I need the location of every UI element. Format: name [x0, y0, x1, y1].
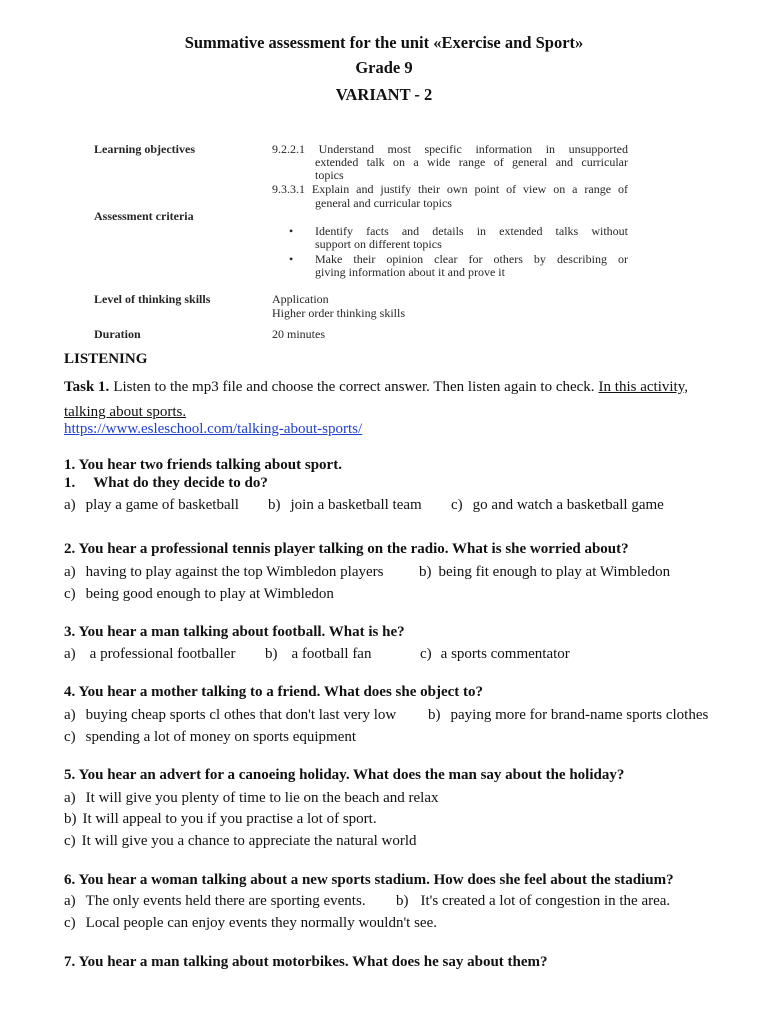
- question-prompt: 1. You hear two friends talking about sport.: [64, 457, 342, 473]
- question-prompt: 2. You hear a professional tennis player talking on the radio. What is she worried about?: [64, 541, 629, 557]
- bullet-icon: •: [289, 224, 294, 238]
- document-title: Summative assessment for the unit «Exercise and Sport»: [184, 33, 584, 52]
- task-text: Listen to the mp3 file and choose the correct answer. Then listen again to check.: [113, 379, 595, 395]
- option-text: Local people can enjoy events they normally wouldn't see.: [85, 915, 437, 931]
- option-letter: b): [419, 564, 432, 580]
- task-instructions: [64, 378, 688, 396]
- option-letter: b): [64, 811, 77, 827]
- option-text: a professional footballer: [89, 646, 236, 662]
- option-a[interactable]: [64, 706, 396, 724]
- task-label: Task 1.: [64, 379, 110, 395]
- option-b[interactable]: [268, 496, 422, 514]
- option-letter: c): [64, 586, 76, 602]
- learning-objectives-label: Learning objectives: [94, 142, 195, 156]
- option-letter: a): [64, 707, 76, 723]
- option-letter: b): [265, 646, 278, 662]
- subprompt-number: 1.: [64, 475, 76, 491]
- objective-text: Explain and justify their own point of view on a range of: [311, 182, 628, 196]
- option-c[interactable]: [64, 914, 437, 932]
- objective-text: general and curricular topics: [315, 196, 452, 210]
- option-text: paying more for brand-name sports clothes: [450, 707, 709, 723]
- option-a[interactable]: [64, 496, 239, 514]
- option-b[interactable]: [428, 706, 708, 724]
- option-text: It will give you plenty of time to lie on the beach and relax: [85, 790, 439, 806]
- criteria-text: giving information about it and prove it: [315, 265, 505, 279]
- option-c[interactable]: [64, 585, 334, 603]
- option-b[interactable]: [265, 645, 371, 663]
- option-letter: c): [451, 497, 463, 513]
- option-text: buying cheap sports cl othes that don't last very low: [85, 707, 397, 723]
- option-letter: a): [64, 646, 76, 662]
- variant-label: VARIANT - 2: [335, 85, 433, 104]
- option-text: It will give you a chance to appreciate the natural world: [81, 833, 417, 849]
- subprompt-text: What do they decide to do?: [93, 475, 268, 491]
- bullet-icon: •: [289, 252, 294, 266]
- option-a[interactable]: [64, 789, 438, 807]
- objective-code: 9.3.3.1: [272, 182, 305, 196]
- resource-link[interactable]: https://www.esleschool.com/talking-about-sports/: [64, 421, 363, 437]
- task-note-continued: talking about sports.: [64, 404, 187, 420]
- objective-code: 9.2.2.1: [272, 142, 305, 156]
- thinking-skills-value: Application: [272, 292, 329, 306]
- option-b[interactable]: [396, 892, 670, 910]
- thinking-skills-label: Level of thinking skills: [94, 292, 211, 306]
- question-subprompt: [64, 474, 268, 492]
- question-prompt: 4. You hear a mother talking to a friend. What does she object to?: [64, 684, 484, 700]
- thinking-skills-value: Higher order thinking skills: [272, 306, 405, 320]
- option-letter: a): [64, 497, 76, 513]
- option-text: being fit enough to play at Wimbledon: [438, 564, 671, 580]
- objective-text: topics: [315, 168, 344, 182]
- section-heading-listening: LISTENING: [64, 351, 148, 367]
- option-text: It's created a lot of congestion in the area.: [420, 893, 671, 909]
- question-prompt: 6. You hear a woman talking about a new sports stadium. How does she feel about the stadium?: [64, 872, 674, 888]
- question-prompt: 7. You hear a man talking about motorbikes. What does he say about them?: [64, 954, 548, 970]
- objective-text: Understand most specific information in unsupported: [318, 142, 628, 156]
- option-text: a sports commentator: [440, 646, 570, 662]
- option-letter: c): [64, 833, 76, 849]
- criteria-text: Make their opinion clear for others by describing or: [315, 252, 628, 266]
- option-text: being good enough to play at Wimbledon: [85, 586, 334, 602]
- criteria-text: Identify facts and details in extended talks without: [315, 224, 628, 238]
- option-c[interactable]: [64, 728, 356, 746]
- option-letter: a): [64, 790, 76, 806]
- option-c[interactable]: [451, 496, 664, 514]
- task-note: In this activity,: [598, 379, 688, 395]
- option-c[interactable]: [64, 832, 417, 850]
- option-letter: b): [428, 707, 441, 723]
- option-text: The only events held there are sporting events.: [85, 893, 366, 909]
- option-text: play a game of basketball: [85, 497, 239, 513]
- option-letter: b): [396, 893, 409, 909]
- question-prompt: 5. You hear an advert for a canoeing holiday. What does the man say about the holiday?: [64, 767, 625, 783]
- option-letter: c): [64, 729, 76, 745]
- option-letter: a): [64, 893, 76, 909]
- option-text: having to play against the top Wimbledon players: [85, 564, 384, 580]
- option-b[interactable]: [64, 810, 377, 828]
- duration-value: 20 minutes: [272, 327, 325, 341]
- assessment-criteria-label: Assessment criteria: [94, 209, 194, 223]
- option-a[interactable]: [64, 563, 383, 581]
- option-c[interactable]: [420, 645, 570, 663]
- criteria-text: support on different topics: [315, 237, 442, 251]
- learning-objective-line: [272, 182, 628, 196]
- option-text: spending a lot of money on sports equipment: [85, 729, 357, 745]
- option-letter: c): [420, 646, 432, 662]
- resource-link-row: [64, 420, 362, 438]
- learning-objective-line: [272, 142, 628, 156]
- duration-label: Duration: [94, 327, 141, 341]
- option-text: a football fan: [291, 646, 372, 662]
- option-letter: b): [268, 497, 281, 513]
- option-text: go and watch a basketball game: [472, 497, 664, 513]
- option-a[interactable]: [64, 645, 235, 663]
- option-text: It will appeal to you if you practise a lot of sport.: [82, 811, 377, 827]
- option-b[interactable]: [419, 563, 670, 581]
- option-a[interactable]: [64, 892, 366, 910]
- option-text: join a basketball team: [290, 497, 422, 513]
- grade-label: Grade 9: [355, 58, 413, 77]
- option-letter: c): [64, 915, 76, 931]
- objective-text: extended talk on a wide range of general and curricular: [315, 155, 628, 169]
- option-letter: a): [64, 564, 76, 580]
- question-prompt: 3. You hear a man talking about football. What is he?: [64, 624, 405, 640]
